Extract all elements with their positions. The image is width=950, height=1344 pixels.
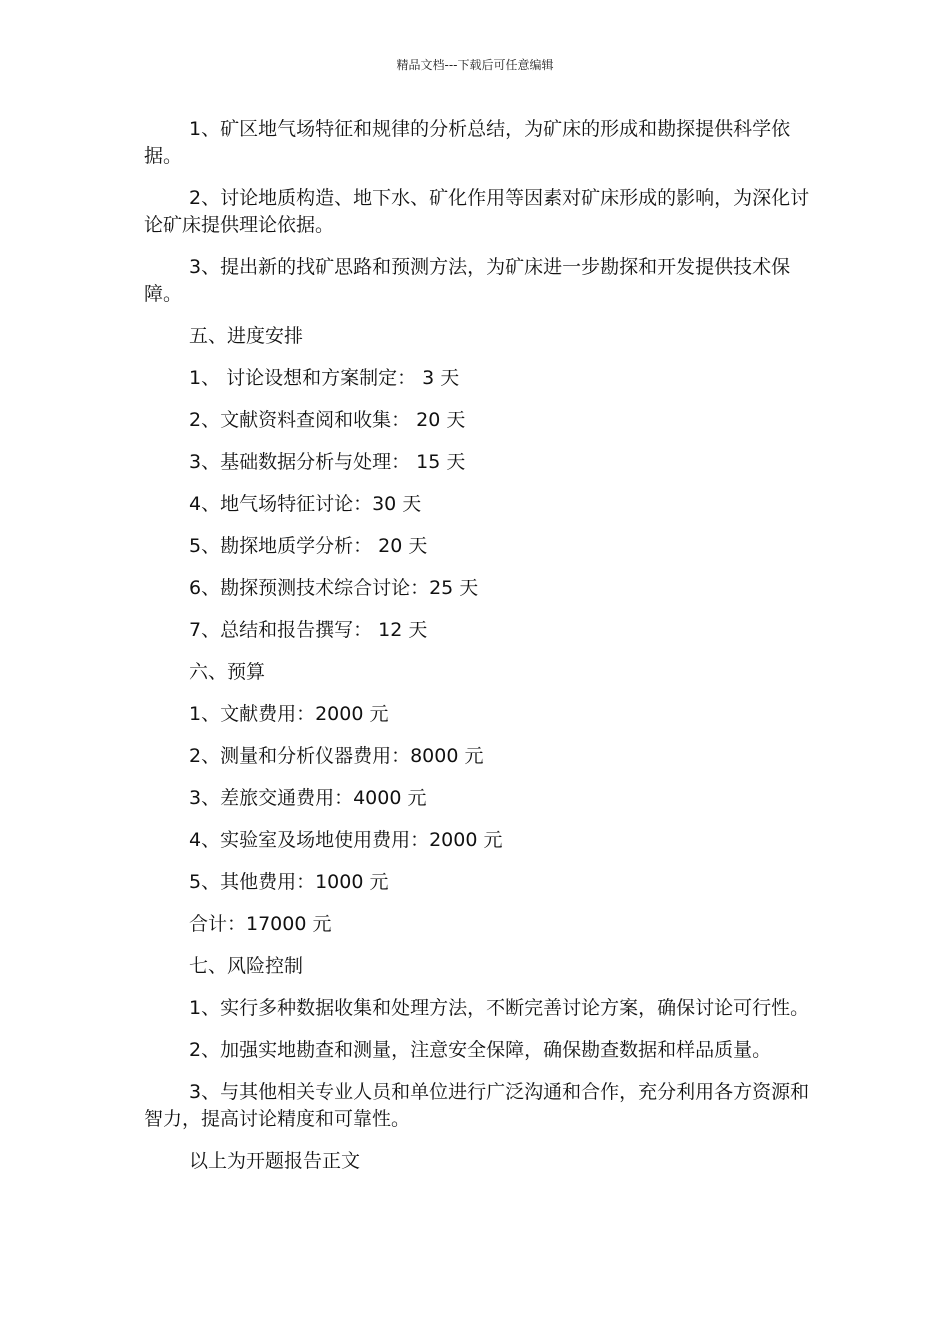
- section-heading-risk: 七、风险控制: [189, 955, 304, 977]
- paragraph-result-3: 3、提出新的找矿思路和预测方法，为矿床进一步勘探和开发提供技术保障。: [144, 256, 791, 305]
- budget-item-3: 3、差旅交通费用：4000 元: [189, 787, 427, 809]
- schedule-item-1: 1、 讨论设想和方案制定： 3 天: [189, 367, 460, 389]
- schedule-item-7: 7、总结和报告撰写： 12 天: [189, 619, 428, 641]
- schedule-item-4: 4、地气场特征讨论：30 天: [189, 493, 422, 515]
- section-heading-schedule: 五、进度安排: [189, 325, 304, 347]
- budget-total: 合计：17000 元: [189, 913, 332, 935]
- schedule-item-6: 6、勘探预测技术综合讨论：25 天: [189, 577, 479, 599]
- risk-item-3: 3、与其他相关专业人员和单位进行广泛沟通和合作，充分利用各方资源和智力，提高讨论精度和可靠性。: [144, 1081, 810, 1130]
- budget-item-5: 5、其他费用：1000 元: [189, 871, 389, 893]
- paragraph-result-1: 1、矿区地气场特征和规律的分析总结，为矿床的形成和勘探提供科学依据。: [144, 118, 791, 167]
- page-header: 精品文档---下载后可任意编辑: [396, 58, 554, 72]
- schedule-item-2: 2、文献资料查阅和收集： 20 天: [189, 409, 466, 431]
- document-body: [144, 116, 816, 1190]
- budget-item-1: 1、文献费用：2000 元: [189, 703, 389, 725]
- paragraph-result-2: 2、讨论地质构造、地下水、矿化作用等因素对矿床形成的影响，为深化讨论矿床提供理论依据。: [144, 187, 810, 236]
- risk-item-2: 2、加强实地勘查和测量，注意安全保障，确保勘查数据和样品质量。: [189, 1039, 772, 1061]
- schedule-item-5: 5、勘探地质学分析： 20 天: [189, 535, 428, 557]
- budget-item-4: 4、实验室及场地使用费用：2000 元: [189, 829, 503, 851]
- risk-item-1: 1、实行多种数据收集和处理方法，不断完善讨论方案，确保讨论可行性。: [189, 997, 810, 1019]
- closing-line: 以上为开题报告正文: [189, 1150, 361, 1172]
- section-heading-budget: 六、预算: [189, 661, 266, 683]
- schedule-item-3: 3、基础数据分析与处理： 15 天: [189, 451, 466, 473]
- budget-item-2: 2、测量和分析仪器费用：8000 元: [189, 745, 484, 767]
